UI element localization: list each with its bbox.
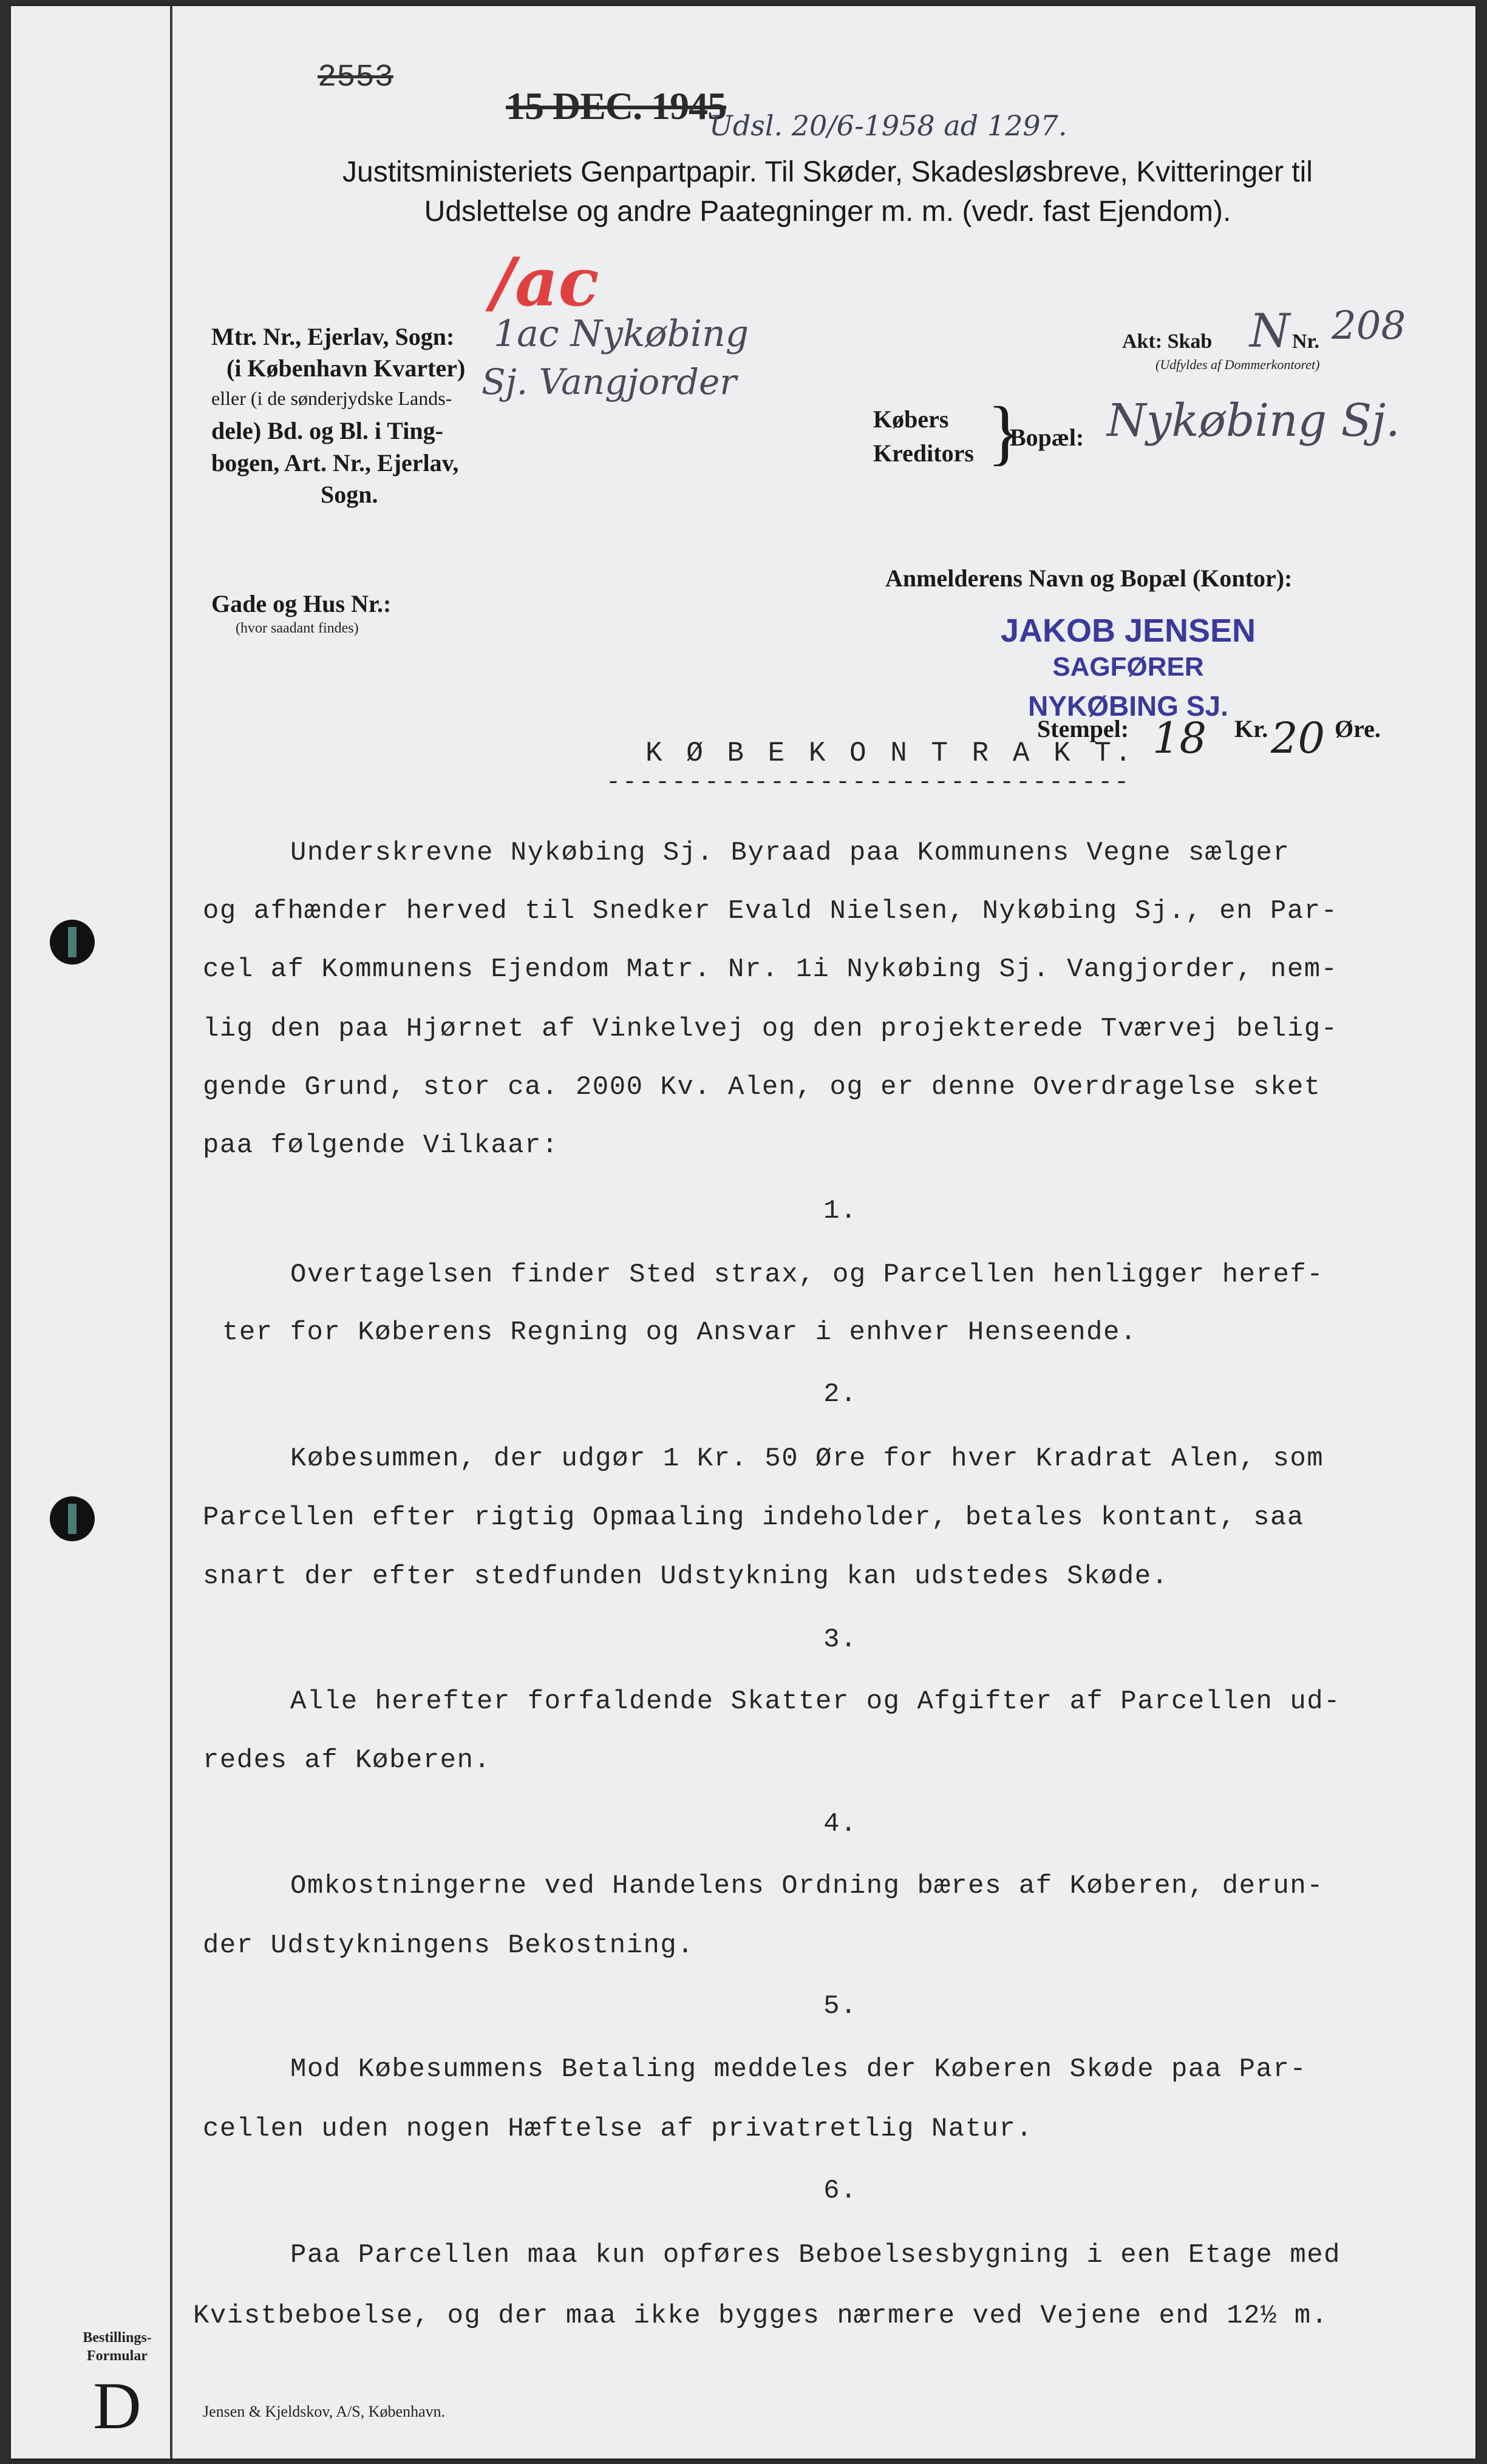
title-underline: -------------------------------- <box>606 769 1131 796</box>
gade-sublabel: (hvor saadant findes) <box>236 620 359 636</box>
p5-line-2: cellen uden nogen Hæftelse af privatretlig Natur. <box>203 2114 1033 2144</box>
mtr-label-6: Sogn. <box>321 481 378 508</box>
p5-line-1: Mod Købesummens Betaling meddeles der Køberen Skøde paa Par- <box>290 2054 1307 2085</box>
p2-line-2: Parcellen efter rigtig Opmaaling indeholder, betales kontant, saa <box>203 1502 1304 1533</box>
akt-skab-value: N <box>1250 304 1290 358</box>
bopael-value: Nykøbing Sj. <box>1107 395 1400 447</box>
p0-line-2: og afhænder herved til Snedker Evald Nielsen, Nykøbing Sj., en Par- <box>203 896 1338 926</box>
kobers-label: Købers <box>873 406 949 433</box>
stempel-label: Stempel: <box>1037 715 1129 742</box>
akt-nr-label: Nr. <box>1292 330 1320 353</box>
p0-line-4: lig den paa Hjørnet af Vinkelvej og den projekterede Tværvej belig- <box>203 1014 1338 1044</box>
p2-line-1: Købesummen, der udgør 1 Kr. 50 Øre for hver Kradrat Alen, som <box>290 1444 1324 1474</box>
gade-label: Gade og Hus Nr.: <box>211 590 392 617</box>
p0-line-3: cel af Kommunens Ejendom Matr. Nr. 1i Nykøbing Sj. Vangjorder, nem- <box>203 954 1338 985</box>
formular-label: Formular <box>87 2348 148 2364</box>
anmelder-label: Anmelderens Navn og Bopæl (Kontor): <box>885 565 1293 592</box>
document-title: K Ø B E K O N T R A K T. <box>645 738 1135 769</box>
section-4-number: 4. <box>823 1809 857 1839</box>
section-3-number: 3. <box>823 1624 857 1655</box>
p1-line-1: Overtagelsen finder Sted strax, og Parcellen henligger heref- <box>290 1260 1324 1290</box>
section-5-number: 5. <box>823 1991 857 2021</box>
stempel-kr-value: 18 <box>1152 713 1207 763</box>
kr-label: Kr. <box>1234 715 1268 742</box>
brace-icon: } <box>987 392 1023 472</box>
p3-line-1: Alle herefter forfaldende Skatter og Afgifter af Parcellen ud- <box>290 1686 1341 1717</box>
date-stamp: 15 DEC. 1945 <box>506 84 727 127</box>
mtr-value-2: Sj. Vangjorder <box>481 361 737 402</box>
akt-sublabel: (Udfyldes af Dommerkontoret) <box>1155 357 1320 372</box>
p6-line-1: Paa Parcellen maa kun opføres Beboelsesbygning i een Etage med <box>290 2240 1341 2270</box>
header-line-2: Udslettelse og andre Paategninger m. m. (vedr. fast Ejendom). <box>424 195 1231 228</box>
crossed-number: 2553 <box>318 59 393 95</box>
stempel-ore-value: 20 <box>1271 713 1325 763</box>
mtr-label-5: bogen, Art. Nr., Ejerlav, <box>211 449 459 477</box>
p4-line-2: der Udstykningens Bekostning. <box>203 1930 695 1961</box>
red-note: /ac <box>491 243 599 321</box>
section-2-number: 2. <box>823 1379 857 1410</box>
mtr-label-2: (i København Kvarter) <box>226 355 466 382</box>
punch-hole-top <box>50 920 95 965</box>
p3-line-2: redes af Køberen. <box>203 1745 491 1776</box>
section-1-number: 1. <box>823 1196 857 1226</box>
p6-line-2: Kvistbeboelse, og der maa ikke bygges nærmere ved Vejene end 12½ m. <box>193 2301 1329 2331</box>
p2-line-3: snart der efter stedfunden Udstykning kan udstedes Skøde. <box>203 1561 1169 1592</box>
header-line-1: Justitsministeriets Genpartpapir. Til Skøder, Skadesløsbreve, Kvitteringer til <box>342 156 1313 188</box>
handwritten-note: Udsl. 20/6-1958 ad 1297. <box>709 109 1067 142</box>
document-page <box>11 6 1475 2459</box>
mtr-value-1: 1ac Nykøbing <box>494 313 749 355</box>
p0-line-6: paa følgende Vilkaar: <box>203 1130 559 1161</box>
stamp-name: JAKOB JENSEN <box>1000 613 1256 649</box>
bestillings-label: Bestillings- <box>83 2330 152 2346</box>
p0-line-1: Underskrevne Nykøbing Sj. Byraad paa Kommunens Vegne sælger <box>290 838 1290 868</box>
section-6-number: 6. <box>823 2176 857 2206</box>
p4-line-1: Omkostningerne ved Handelens Ordning bæres af Køberen, derun- <box>290 1871 1324 1901</box>
printer-credit: Jensen & Kjeldskov, A/S, København. <box>203 2403 446 2420</box>
bopael-label: Bopæl: <box>1010 424 1084 451</box>
form-letter: D <box>93 2369 141 2443</box>
margin-rule <box>170 6 172 2459</box>
mtr-label-4: dele) Bd. og Bl. i Ting- <box>211 417 443 444</box>
kreditors-label: Kreditors <box>873 440 974 467</box>
p0-line-5: gende Grund, stor ca. 2000 Kv. Alen, og er denne Overdragelse sket <box>203 1072 1321 1102</box>
mtr-label-1: Mtr. Nr., Ejerlav, Sogn: <box>211 323 455 350</box>
mtr-label-3: eller (i de sønderjydske Lands- <box>211 387 452 409</box>
akt-label: Akt: Skab <box>1122 330 1213 353</box>
stamp-title: SAGFØRER <box>1052 652 1204 682</box>
punch-hole-bottom <box>50 1496 95 1541</box>
p1-line-2: ter for Køberens Regning og Ansvar i enhver Henseende. <box>222 1317 1137 1348</box>
akt-nr-value: 208 <box>1332 304 1406 348</box>
stamp-town: NYKØBING SJ. <box>1028 690 1228 722</box>
ore-label: Øre. <box>1335 715 1381 742</box>
